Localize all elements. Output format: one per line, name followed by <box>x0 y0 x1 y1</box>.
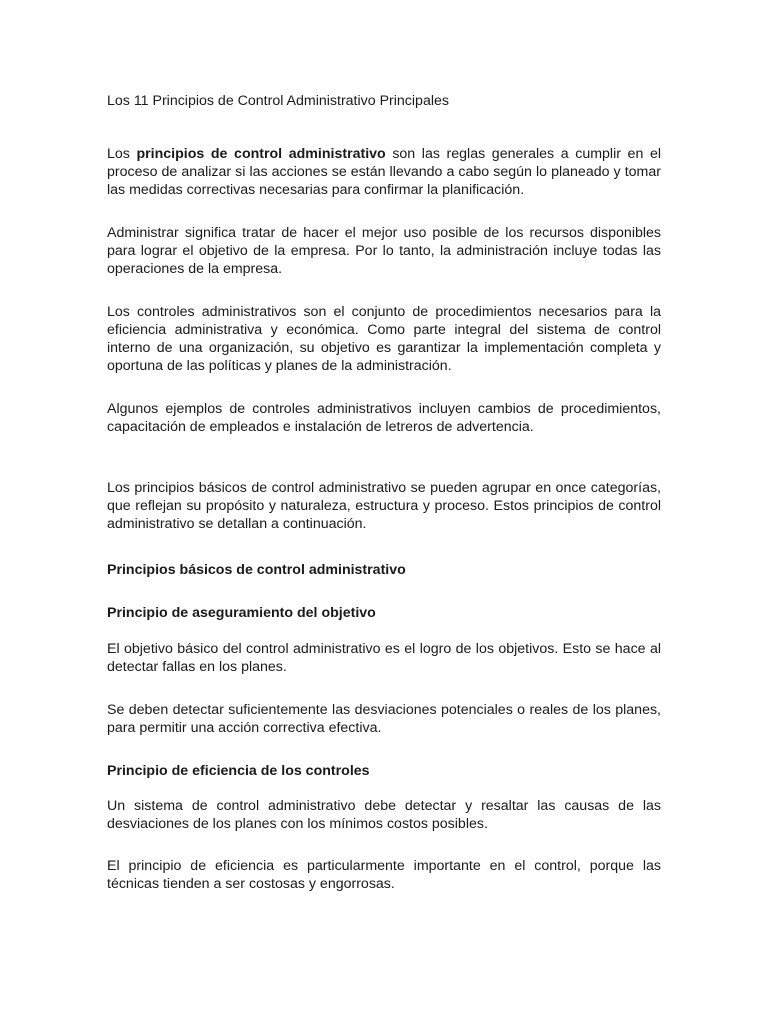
principle-1-paragraph-1: El objetivo básico del control administrativo es el logro de los objetivos. Esto se hace al detectar fallas en los planes. <box>107 641 661 675</box>
intro-paragraph <box>107 145 661 199</box>
principle-2-heading: Principio de eficiencia de los controles <box>107 763 370 779</box>
intro-rest: son las reglas generales a cumplir en el proceso de analizar si las acciones se están llevando a cabo según lo planeado y tomar las medidas correctivas necesarias para confirmar la planificación. <box>107 146 661 198</box>
principle-1-paragraph-2: Se deben detectar suficientemente las desviaciones potenciales o reales de los planes, para permitir una acción correctiva efectiva. <box>107 702 661 736</box>
paragraph-controles: Los controles administrativos son el conjunto de procedimientos necesarios para la eficiencia administrativa y económica. Como parte integral del sistema de control interno de una organización, su objetivo es garantizar la implementación completa y oportuna de las políticas y planes de la administración. <box>107 304 661 374</box>
document-title: Los 11 Principios de Control Administrativo Principales <box>107 93 449 109</box>
paragraph-administrar: Administrar significa tratar de hacer el mejor uso posible de los recursos disponibles para lograr el objetivo de la empresa. Por lo tanto, la administración incluye todas las operaciones de la empresa. <box>107 225 661 277</box>
principle-2-paragraph-2: El principio de eficiencia es particularmente importante en el control, porque las técnicas tienden a ser costosas y engorrosas. <box>107 858 661 892</box>
paragraph-categorias: Los principios básicos de control administrativo se pueden agrupar en once categorías, que reflejan su propósito y naturaleza, estructura y proceso. Estos principios de control administrativo se detallan a continuación. <box>107 480 661 532</box>
principle-1-heading: Principio de aseguramiento del objetivo <box>107 605 376 621</box>
intro-prefix: Los <box>107 146 137 162</box>
paragraph-ejemplos: Algunos ejemplos de controles administrativos incluyen cambios de procedimientos, capacitación de empleados e instalación de letreros de advertencia. <box>107 401 661 435</box>
intro-bold-term: principios de control administrativo <box>136 146 386 162</box>
principle-2-paragraph-1: Un sistema de control administrativo debe detectar y resaltar las causas de las desviaciones de los planes con los mínimos costos posibles. <box>107 798 661 832</box>
section-heading: Principios básicos de control administrativo <box>107 562 406 578</box>
